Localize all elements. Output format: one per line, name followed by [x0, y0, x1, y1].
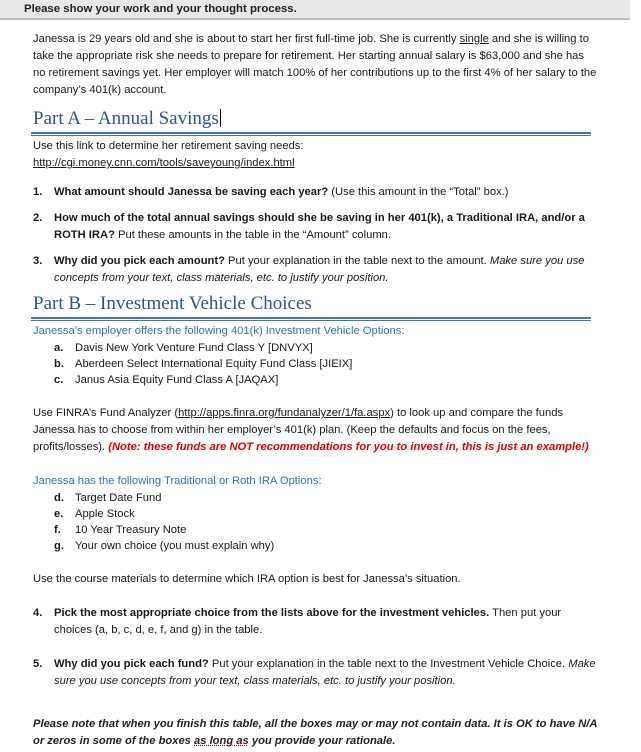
ira-option-d: d. Target Date Fund	[54, 492, 162, 504]
final-note: Please note that when you finish this table, all the boxes may or may not contain data. It is OK to have N/A or zeros in some of the boxes as long as you provide your rationale.	[33, 718, 598, 747]
course-note: Use the course materials to determine which IRA option is best for Janessa’s situation.	[33, 573, 461, 585]
ira-heading: Janessa has the following Traditional or Roth IRA Options:	[33, 475, 322, 487]
header-text: Please show your work and your thought process.	[24, 3, 297, 15]
document-body	[33, 31, 598, 750]
part-b-rule	[31, 317, 591, 321]
question-2: 2. How much of the total annual savings should she be saving in her 401(k), a Traditional IRA, and/or a ROTH IRA? Put these amounts in the table in the “Amount” column.	[33, 212, 585, 241]
saveyoung-link[interactable]: http://cgi.money.cnn.com/tools/saveyoung/index.html	[33, 157, 295, 169]
fund-option-b: b. Aberdeen Select International Equity Fund Class [JIEIX]	[54, 358, 353, 370]
question-5: 5. Why did you pick each fund? Put your explanation in the table next to the Investment Vehicle Choice. Make sure you use concepts from your text, class materials, etc. to justify your position.	[33, 658, 596, 687]
text-cursor	[220, 109, 221, 127]
finra-note: (Note: these funds are NOT recommendations for you to invest in, this is just an example!)	[108, 441, 589, 453]
intro-paragraph: Janessa is 29 years old and she is about to start her first full-time job. She is currently single and she is willing to take the appropriate risk she needs to prepare for retirement. Her starting annual salary is $63,000 and she has no retirement savings yet. Her employer will match 100% of her contributions up to the first 4% of her salary to the company’s 401(k) account.	[33, 33, 597, 96]
ira-option-g: g. Your own choice (you must explain why)	[54, 540, 275, 552]
ira-option-e: e. Apple Stock	[54, 508, 135, 520]
offers-heading: Janessa’s employer offers the following 401(k) Investment Vehicle Options:	[33, 325, 405, 337]
question-3: 3. Why did you pick each amount? Put your explanation in the table next to the amount. Make sure you use concepts from your text, class materials, etc. to justify your position.	[33, 255, 585, 284]
fund-option-a: a. Davis New York Venture Fund Class Y [DNVYX]	[54, 342, 313, 354]
single-word: single	[459, 33, 489, 45]
part-a-heading: Part A – Annual Savings	[33, 108, 219, 129]
part-b-heading: Part B – Investment Vehicle Choices	[33, 293, 312, 314]
finra-paragraph: Use FINRA’s Fund Analyzer (http://apps.finra.org/fundanalyzer/1/fa.aspx) to look up and compare the funds Janessa has to choose from within her employer’s 401(k) plan. (Keep the defaults and focus on the fees, profits/losses). (Note: these funds are NOT recommendations for you to invest in, this is just an example!)	[33, 407, 589, 453]
header-bar	[0, 0, 630, 20]
question-4: 4. Pick the most appropriate choice from the lists above for the investment vehicles. Then put your choices (a, b, c, d, e, f, and g) in the table.	[33, 607, 562, 636]
link-intro: Use this link to determine her retirement saving needs:	[33, 140, 304, 152]
fund-option-c: c. Janus Asia Equity Fund Class A [JAQAX]	[54, 374, 279, 386]
ira-option-f: f. 10 Year Treasury Note	[54, 524, 187, 536]
part-a-rule	[31, 132, 591, 136]
question-1: 1. What amount should Janessa be saving each year? (Use this amount in the “Total” box.)	[33, 186, 509, 198]
finra-link[interactable]: http://apps.finra.org/fundanalyzer/1/fa.aspx	[178, 407, 391, 419]
